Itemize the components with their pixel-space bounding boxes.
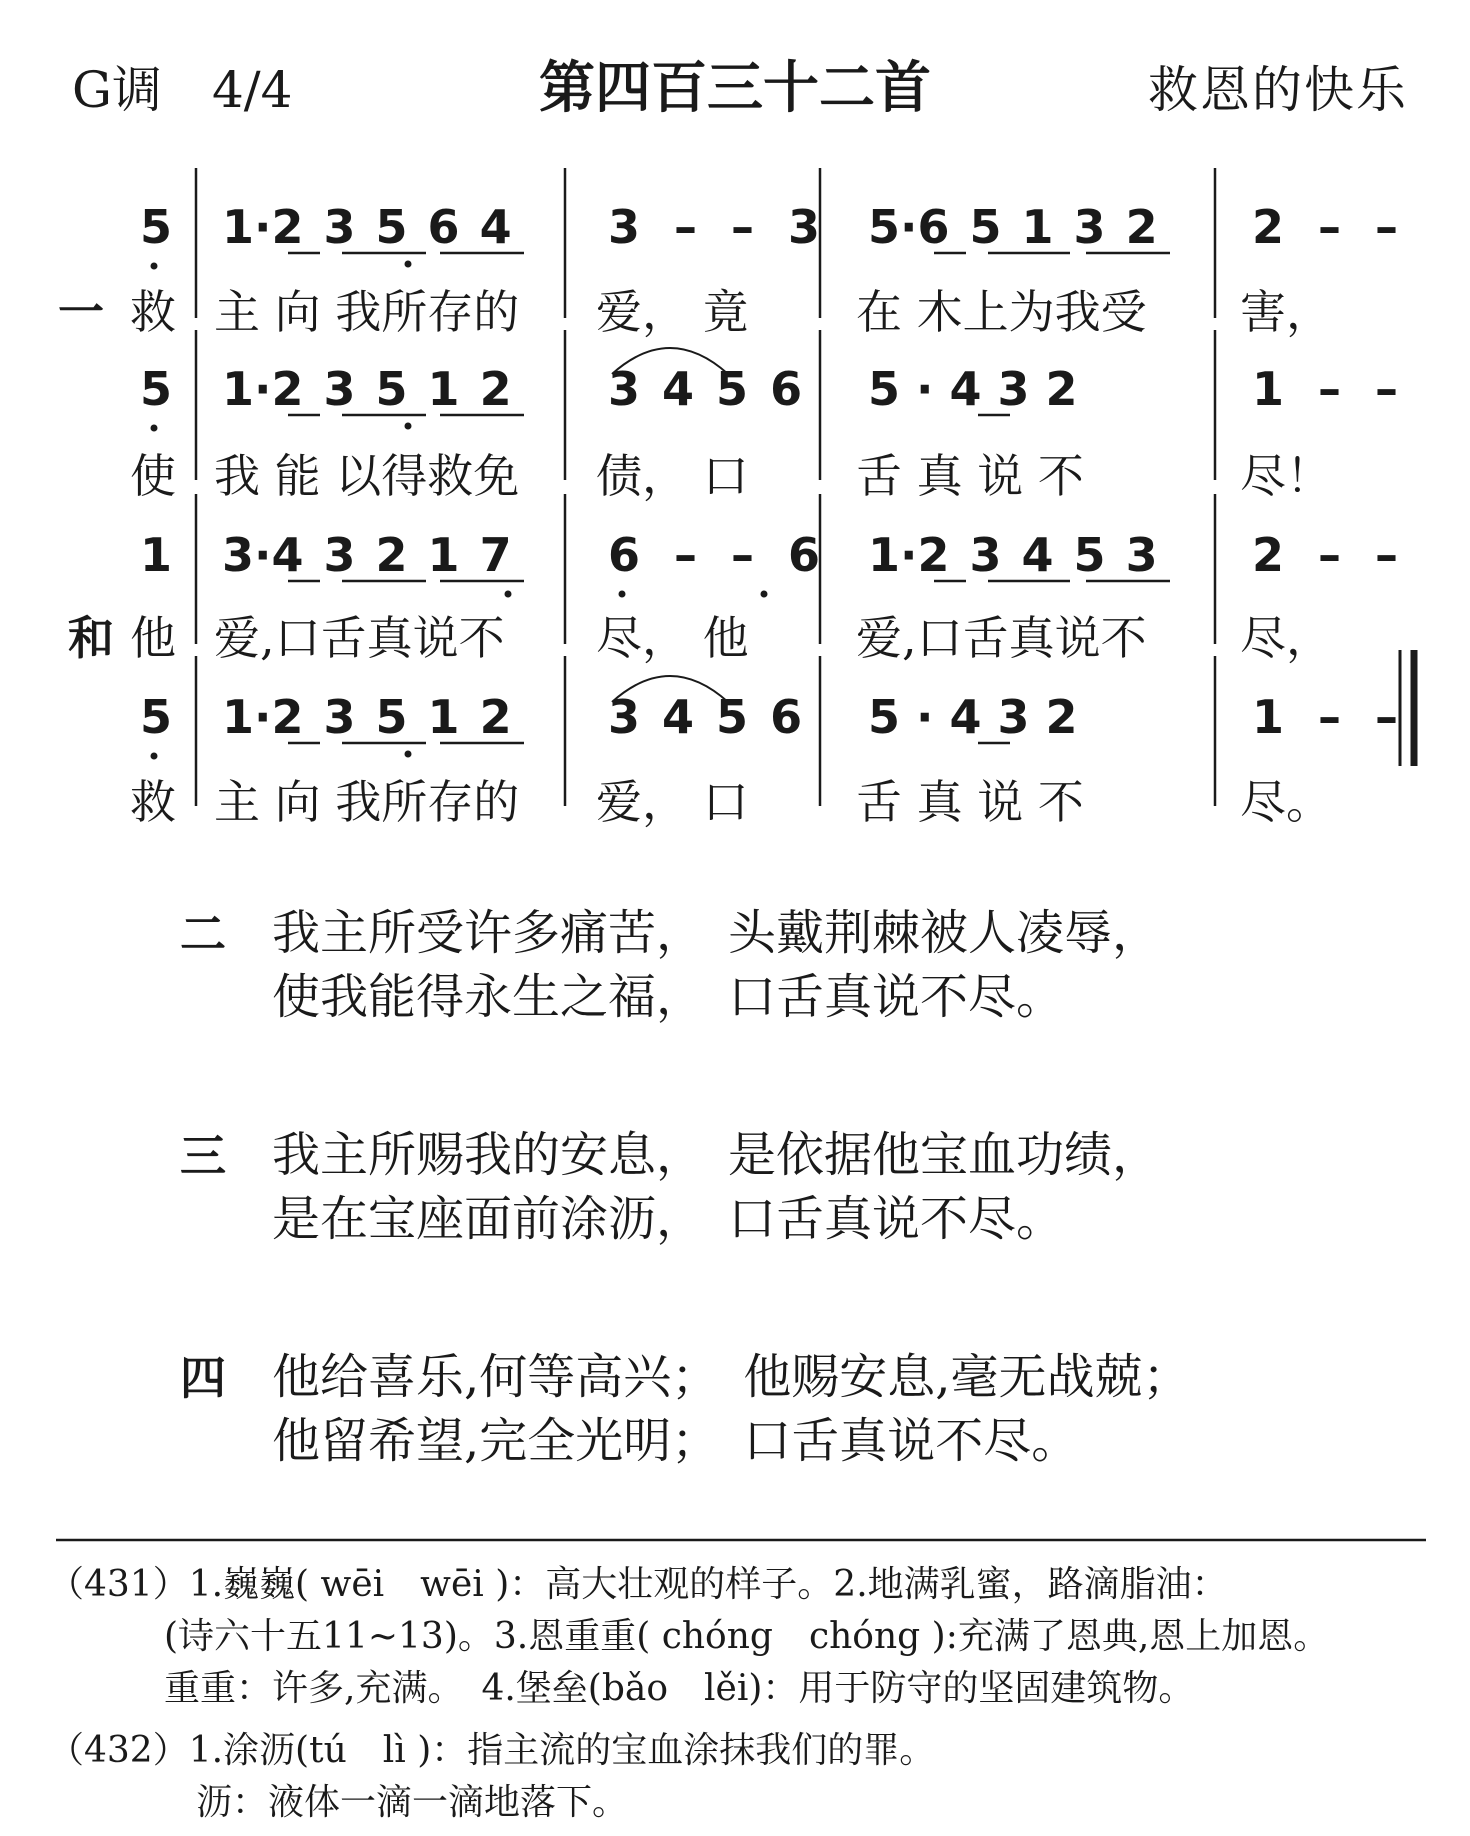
lyric: 使 — [130, 449, 176, 503]
note-bar: 5 · 4 3 2 — [868, 690, 1078, 744]
verse-line: 使我能得永生之福， 口舌真说不尽。 — [272, 969, 1065, 1025]
note-bar: 3 4 5 6 — [608, 690, 803, 744]
verse-line: 我主所赐我的安息， 是依据他宝血功绩， — [272, 1127, 1161, 1183]
note-bar: 1·2 3 5 1 2 — [222, 690, 512, 744]
lyric: 害， — [1240, 285, 1332, 339]
verse-number-4: 四 — [180, 1351, 226, 1405]
lyric: 在 木上为我受 — [856, 285, 1147, 339]
lyric: 爱， 竟 — [596, 285, 749, 339]
note-pickup: 5 — [140, 690, 173, 744]
note-bar: 2 – – — [1252, 528, 1399, 582]
lyric: 舌 真 说 不 — [856, 449, 1084, 503]
note-pickup: 1 — [140, 528, 173, 582]
note-bar: 2 – – — [1252, 200, 1399, 254]
lyric: 爱,口舌真说不 — [214, 611, 505, 665]
hymn-subtitle: 救恩的快乐 — [1148, 61, 1408, 119]
verse-number-3: 三 — [180, 1129, 226, 1183]
lyric: 尽！ — [1240, 449, 1332, 503]
footnote-432-line: 沥：液体一滴一滴地落下。 — [196, 1782, 629, 1823]
note-bar: 1·2 3 5 1 2 — [222, 362, 512, 416]
note-pickup: 5 — [140, 200, 173, 254]
lyric: 债， 口 — [596, 449, 749, 503]
verse-number-2: 二 — [180, 907, 226, 961]
refrain-label: 和 — [68, 611, 114, 665]
lyric: 尽。 — [1240, 775, 1332, 829]
note-bar: 1 – – — [1252, 362, 1399, 416]
key-signature: G调 4/4 — [72, 61, 293, 119]
lyric: 舌 真 说 不 — [856, 775, 1084, 829]
note-bar: 5 · 4 3 2 — [868, 362, 1078, 416]
page-title: 第四百三十二首 — [539, 56, 931, 121]
note-bar: 3 4 5 6 — [608, 362, 803, 416]
lyric: 尽， — [1240, 611, 1332, 665]
note-pickup: 5 — [140, 362, 173, 416]
verse-number-1: 一 — [58, 285, 104, 339]
lyric: 爱,口舌真说不 — [856, 611, 1147, 665]
footnote-431-line: (诗六十五11~13)。3.恩重重( chóng chóng ):充满了恩典,恩上加恩。 — [164, 1616, 1330, 1657]
note-bar: 1 – – — [1252, 690, 1399, 744]
note-bar: 5·6 5 1 3 2 — [868, 200, 1158, 254]
lyric: 我 能 以得救免 — [214, 449, 520, 503]
note-bar: 1·2 3 4 5 3 — [868, 528, 1158, 582]
note-bar: 6 – – 6 — [608, 528, 821, 582]
verse-line: 他留希望,完全光明； 口舌真说不尽。 — [272, 1413, 1080, 1469]
lyric: 救 — [130, 285, 176, 339]
note-bar: 3·4 3 2 1 7 — [222, 528, 512, 582]
footnote-431-line: 重重：许多,充满。 4.堡垒(bǎo lěi)：用于防守的坚固建筑物。 — [164, 1668, 1195, 1709]
note-bar: 1·2 3 5 6 4 — [222, 200, 512, 254]
verse-line: 是在宝座面前涂沥， 口舌真说不尽。 — [272, 1191, 1065, 1247]
lyric: 救 — [130, 775, 176, 829]
lyric: 尽， 他 — [596, 611, 749, 665]
lyric: 主 向 我所存的 — [214, 285, 520, 339]
verse-line: 他给喜乐,何等高兴； 他赐安息,毫无战兢； — [272, 1349, 1191, 1405]
footnote-432-line: （432）1.涂沥(tú lì )：指主流的宝血涂抹我们的罪。 — [48, 1730, 936, 1771]
verse-line: 我主所受许多痛苦， 头戴荆棘被人凌辱， — [272, 905, 1161, 961]
note-bar: 3 – – 3 — [608, 200, 821, 254]
footnote-431-line: （431）1.巍巍( wēi wēi )：高大壮观的样子。2.地满乳蜜，路滴脂油： — [48, 1564, 1228, 1605]
lyric: 爱， 口 — [596, 775, 749, 829]
lyric: 主 向 我所存的 — [214, 775, 520, 829]
lyric: 他 — [130, 611, 176, 665]
